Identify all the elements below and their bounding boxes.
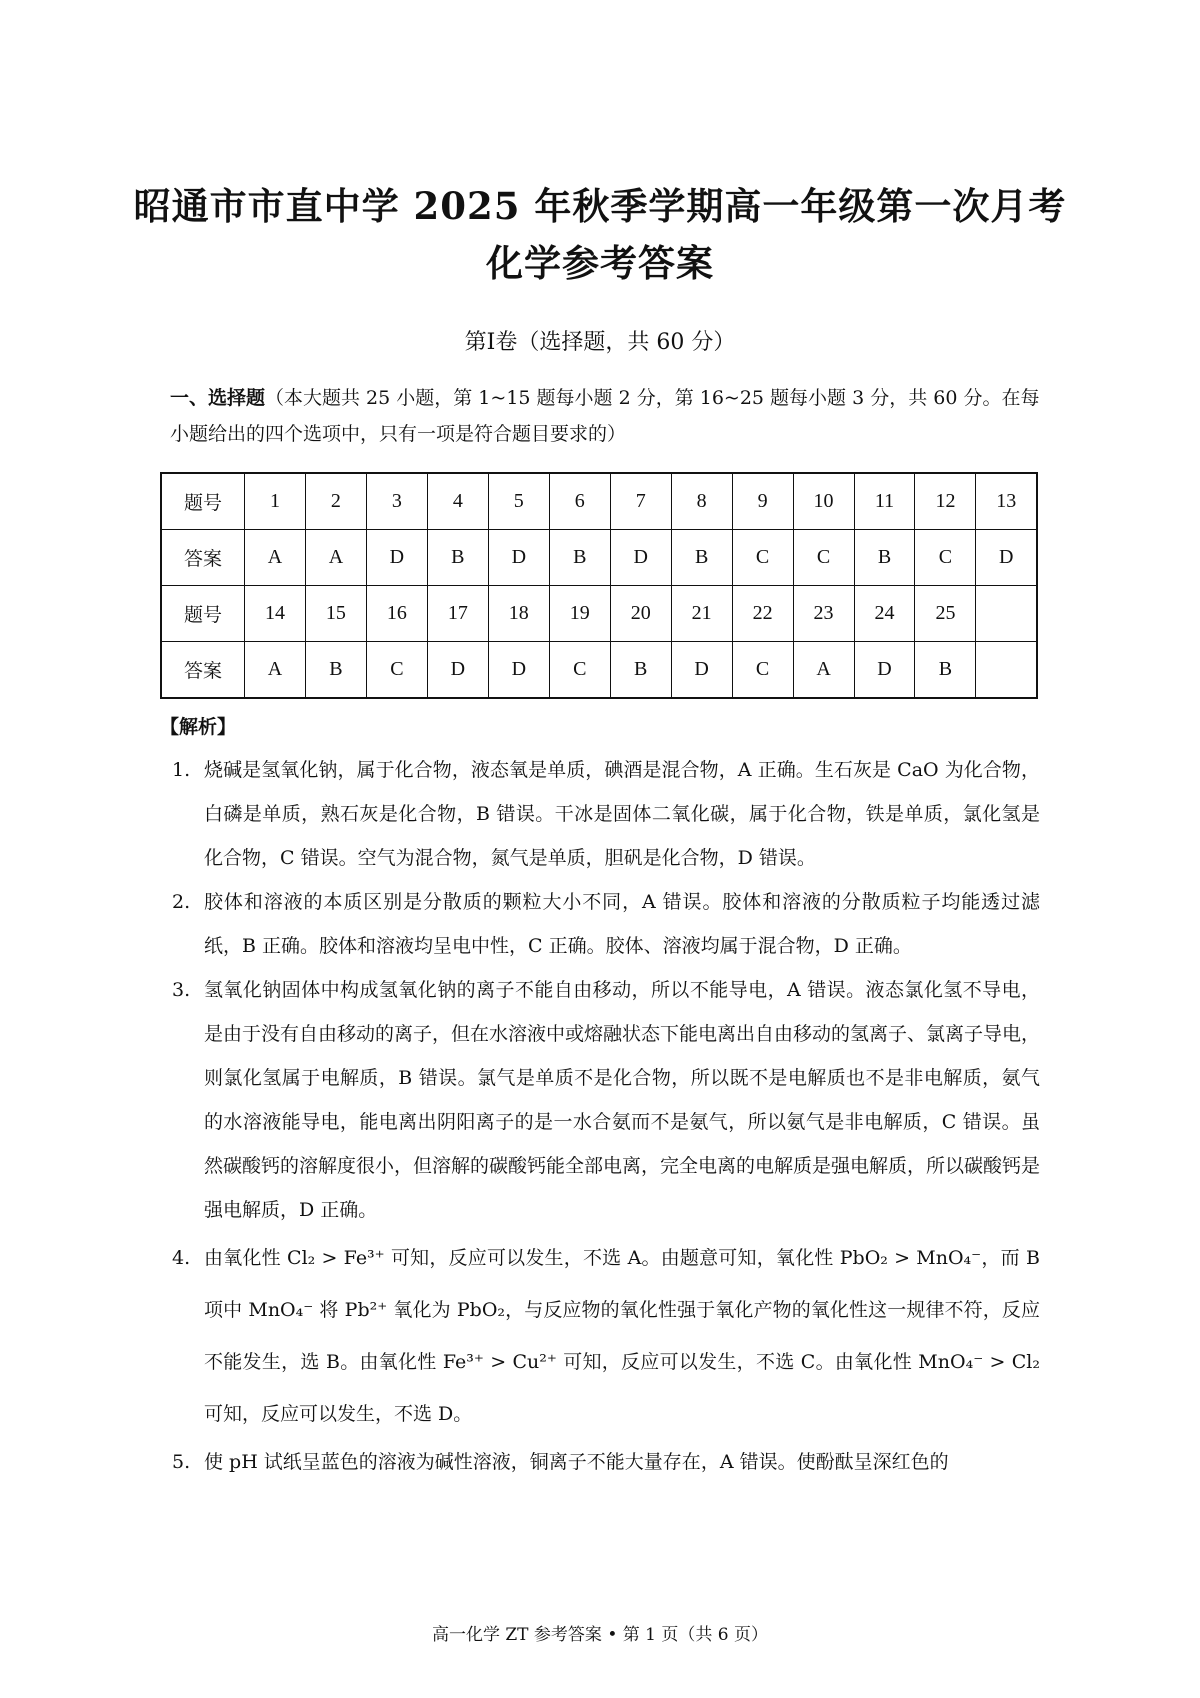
table-cell: B	[671, 530, 732, 586]
table-cell: 12	[915, 473, 976, 530]
table-cell: D	[488, 642, 549, 699]
answer-table	[160, 472, 1038, 699]
table-cell: B	[305, 642, 366, 699]
section-instructions: （本大题共 25 小题，第 1~15 题每小题 2 分，第 16~25 题每小题 3 分，共 60 分。在每小题给出的四个选项中，只有一项是符合题目要求的）	[170, 387, 1040, 445]
table-cell: C	[915, 530, 976, 586]
table-cell: D	[976, 530, 1037, 586]
table-cell: C	[366, 642, 427, 699]
table-cell	[976, 642, 1037, 699]
analysis-list	[172, 748, 1040, 1484]
table-cell: 5	[488, 473, 549, 530]
item-text: 胶体和溶液的本质区别是分散质的颗粒大小不同，A 错误。胶体和溶液的分散质粒子均能透过滤纸，B 正确。胶体和溶液均呈电中性，C 正确。胶体、溶液均属于混合物，D 正确。	[204, 891, 1040, 957]
table-cell: 20	[610, 586, 671, 642]
row-header-cell: 题号	[161, 586, 245, 642]
row-header-cell: 答案	[161, 530, 245, 586]
section-heading-block	[170, 380, 1050, 452]
table-row	[161, 530, 1037, 586]
table-row	[161, 473, 1037, 530]
table-cell: 13	[976, 473, 1037, 530]
item-number: 1.	[172, 759, 191, 781]
table-cell: 4	[427, 473, 488, 530]
table-cell: A	[245, 642, 306, 699]
item-text: 使 pH 试纸呈蓝色的溶液为碱性溶液，铜离子不能大量存在，A 错误。使酚酞呈深红色的	[204, 1451, 949, 1473]
table-cell: 25	[915, 586, 976, 642]
table-cell: 14	[245, 586, 306, 642]
table-cell: D	[366, 530, 427, 586]
table-cell: 7	[610, 473, 671, 530]
table-cell: 24	[854, 586, 915, 642]
table-cell: 15	[305, 586, 366, 642]
item-text: 由氧化性 Cl₂ > Fe³⁺ 可知，反应可以发生，不选 A。由题意可知，氧化性 PbO₂ > MnO₄⁻，而 B 项中 MnO₄⁻ 将 Pb²⁺ 氧化为 PbO₂，与反应物的氧化性强于氧化产物的氧化性这一规律不符，反应不能发生，选 B。由氧化性 Fe³⁺ > Cu²⁺ 可知，反应可以发生，不选 C。由氧化性 MnO₄⁻ > Cl₂ 可知，反应可以发生，不选 D。	[204, 1247, 1040, 1425]
page-subtitle: 化学参考答案	[486, 241, 714, 285]
analysis-label: 【解析】	[160, 716, 237, 738]
table-cell: D	[671, 642, 732, 699]
analysis-item	[172, 968, 1040, 1232]
table-cell: 11	[854, 473, 915, 530]
table-cell: D	[610, 530, 671, 586]
table-cell: 8	[671, 473, 732, 530]
table-cell: C	[793, 530, 854, 586]
table-cell: 9	[732, 473, 793, 530]
table-cell: D	[854, 642, 915, 699]
row-header-cell: 答案	[161, 642, 245, 699]
item-number: 2.	[172, 891, 191, 913]
table-cell: C	[732, 642, 793, 699]
page-footer: 高一化学 ZT 参考答案 • 第 1 页（共 6 页）	[431, 1625, 769, 1645]
item-text: 烧碱是氢氧化钠，属于化合物，液态氧是单质，碘酒是混合物，A 正确。生石灰是 CaO 为化合物，白磷是单质，熟石灰是化合物，B 错误。干冰是固体二氧化碳，属于化合物，铁是单质，氯化氢是化合物，C 错误。空气为混合物，氮气是单质，胆矾是化合物，D 错误。	[204, 759, 1040, 869]
table-cell: C	[732, 530, 793, 586]
table-cell: D	[427, 642, 488, 699]
analysis-item	[172, 1232, 1040, 1440]
table-cell: B	[427, 530, 488, 586]
table-cell: A	[305, 530, 366, 586]
item-text: 氢氧化钠固体中构成氢氧化钠的离子不能自由移动，所以不能导电，A 错误。液态氯化氢不导电，是由于没有自由移动的离子，但在水溶液中或熔融状态下能电离出自由移动的氢离子、氯离子导电，则氯化氢属于电解质，B 错误。氯气是单质不是化合物，所以既不是电解质也不是非电解质，氨气的水溶液能导电，能电离出阴阳离子的是一水合氨而不是氨气，所以氨气是非电解质，C 错误。虽然碳酸钙的溶解度很小，但溶解的碳酸钙能全部电离，完全电离的电解质是强电解质，所以碳酸钙是强电解质，D 正确。	[204, 979, 1041, 1221]
table-cell: 21	[671, 586, 732, 642]
table-row	[161, 642, 1037, 699]
row-header-cell: 题号	[161, 473, 245, 530]
item-number: 5.	[172, 1451, 191, 1473]
table-cell: B	[610, 642, 671, 699]
item-number: 3.	[172, 979, 191, 1001]
table-cell: A	[793, 642, 854, 699]
table-cell: 6	[549, 473, 610, 530]
table-cell: 17	[427, 586, 488, 642]
section-heading: 一、选择题	[170, 387, 266, 409]
table-cell: D	[488, 530, 549, 586]
analysis-item	[172, 880, 1040, 968]
table-cell: A	[245, 530, 306, 586]
analysis-item	[172, 1440, 1040, 1484]
table-cell: 3	[366, 473, 427, 530]
item-number: 4.	[172, 1247, 191, 1269]
table-cell: C	[549, 642, 610, 699]
table-cell: 23	[793, 586, 854, 642]
table-cell: 1	[245, 473, 306, 530]
table-cell	[976, 586, 1037, 642]
table-cell: 19	[549, 586, 610, 642]
table-cell: 16	[366, 586, 427, 642]
analysis-item	[172, 748, 1040, 880]
part-heading: 第Ⅰ卷（选择题，共 60 分）	[464, 330, 736, 355]
table-cell: 2	[305, 473, 366, 530]
table-cell: 18	[488, 586, 549, 642]
table-cell: B	[915, 642, 976, 699]
page-title: 昭通市市直中学 2025 年秋季学期高一年级第一次月考	[133, 184, 1067, 228]
table-cell: 22	[732, 586, 793, 642]
table-cell: 10	[793, 473, 854, 530]
table-row	[161, 586, 1037, 642]
table-cell: B	[549, 530, 610, 586]
table-cell: B	[854, 530, 915, 586]
